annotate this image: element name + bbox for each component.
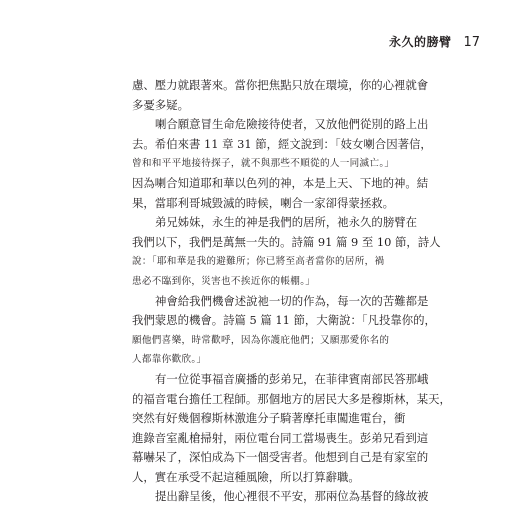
text-line: 有一位從事福音廣播的彭弟兄，在菲律賓南部民答那峨 (155, 371, 429, 386)
text-line: 進錄音室亂槍掃射，兩位電台同工當場喪生。彭弟兄看到這 (132, 430, 429, 445)
text-line: 多憂多疑。 (132, 97, 189, 112)
text-line: 願他們喜樂，時常歡呼，因為你護庇他們；又願那愛你名的 (132, 334, 390, 346)
text-line: 去。希伯來書 11 章 31 節，經文說到：「妓女喇合因著信， (132, 136, 432, 151)
body-text (132, 76, 470, 507)
text-line: 突然有好幾個穆斯林激進分子騎著摩托車闖進電台，衝 (132, 411, 406, 426)
text-line: 慮、壓力就跟著來。當你把焦點只放在環境，你的心裡就會 (132, 78, 429, 92)
text-line: 我們以下，我們是萬無一失的。詩篇 91 篇 9 至 10 節，詩人 (132, 234, 441, 249)
text-line: 幕嚇呆了，深怕成為下一個受害者。他想到自己是有家室的 (132, 450, 429, 465)
text-line: 說：「耶和華是我的避難所；你已將至高者當你的居所，禍 (132, 256, 385, 268)
text-line: 神會給我們機會述說祂一切的作為，每一次的苦難都是 (155, 293, 429, 308)
text-line: 人，實在承受不起這種風險，所以打算辭職。 (132, 469, 360, 484)
page-number: 17 (463, 35, 480, 50)
text-line: 因為喇合知道耶和華以色列的神，本是上天、下地的神。結 (132, 175, 429, 190)
text-line: 提出辭呈後，他心裡很不平安，那兩位為基督的緣故被 (155, 489, 429, 504)
text-line: 果，當耶利哥城毀滅的時候，喇合一家卻得蒙拯救。 (132, 195, 394, 210)
text-line: 患必不臨到你，災害也不挨近你的帳棚。」 (132, 275, 316, 287)
text-line: 弟兄姊妹，永生的神是我們的居所，祂永久的膀臂在 (155, 215, 417, 230)
text-line: 的福音電台擔任工程師。那個地方的居民大多是穆斯林，某天， (132, 391, 451, 406)
text-line: 喇合願意冒生命危險接待使者，又放他們從別的路上出 (155, 117, 429, 132)
text-line: 曾和和平平地接待探子，就不與那些不順從的人一同滅亡。」 (132, 158, 395, 170)
text-line: 我們蒙恩的機會。詩篇 5 篇 11 節，大衛說：「凡投靠你的， (132, 313, 436, 328)
running-title: 永久的膀臂 (388, 35, 452, 49)
page-header (389, 33, 480, 50)
text-line: 人都靠你歡欣。」 (132, 354, 207, 366)
